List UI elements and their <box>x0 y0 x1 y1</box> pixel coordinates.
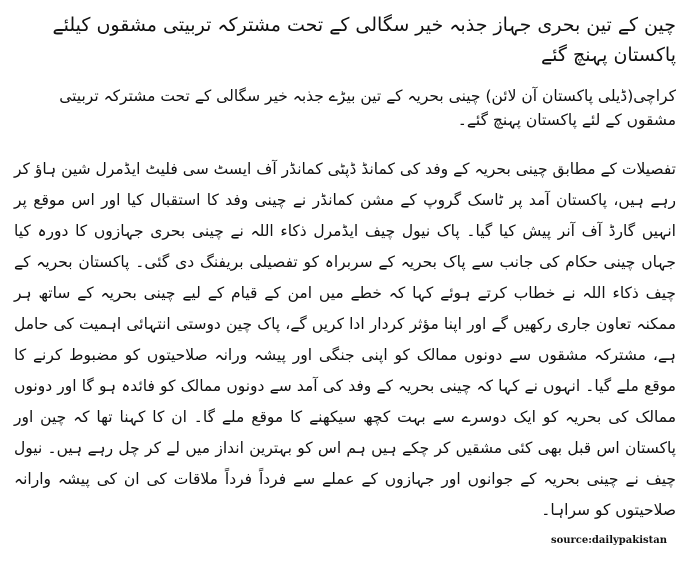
article-body: تفصیلات کے مطابق چینی بحریہ کے وفد کی کمانڈ ڈپٹی کمانڈر آف ایسٹ سی فلیٹ ایڈمرل شین ہاؤ کر رہے ہیں، پاکستان آمد پر ٹاسک گروپ کے مشن کمانڈر نے چینی وفد کا استقبال کیا اور اس موقع پر انہیں گارڈ آف آنر پیش کیا گیا۔ پاک نیول چیف ایڈمرل ذکاء اللہ نے چینی بحری جہازوں کا دورہ کیا جہاں چینی حکام کی جانب سے پاک بحریہ کے سربراہ کو تفصیلی بریفنگ دی گئی۔ پاکستان بحریہ کے چیف ذکاء اللہ نے خطاب کرتے ہوئے کہا کہ خطے میں امن کے قیام کے لیے چینی بحریہ کے ساتھ ہر ممکنہ تعاون جاری رکھیں گے اور اپنا مؤثر کردار ادا کریں گے، پاک چین دوستی انتہائی اہمیت کی حامل ہے، مشترکہ مشقوں سے دونوں ممالک کو اپنی جنگی اور پیشہ ورانہ صلاحیتوں کو مضبوط کرنے کا موقع ملے گیا۔ انہوں نے کہا کہ چینی بحریہ کے وفد کی آمد سے دونوں ممالک کو فائدہ ہو گا اور دونوں ممالک کی بحریہ کو ایک دوسرے سے بہت کچھ سیکھنے کا موقع ملے گا۔ ان کا کہنا تھا کہ چین اور پاکستان اس قبل بھی کئی مشقیں کر چکے ہیں ہم اس کو بہترین انداز میں لے کر چل رہے ہیں۔ نیول چیف نے چینی بحریہ کے جوانوں اور جہازوں کے عملے سے فرداً فرداً ملاقات کی ان کی پیشہ وارانہ صلاحیتوں کو سراہا۔ <box>14 160 676 519</box>
news-article <box>14 10 676 526</box>
source-credit: source:dailypakistan <box>550 535 667 546</box>
article-lead: کراچی(ڈیلی پاکستان آن لائن) چینی بحریہ کے تین بیڑے جذبہ خیر سگالی کے تحت مشترکہ تربیتی مشقوں کے لئے پاکستان پہنچ گئے۔ <box>59 87 676 129</box>
article-headline: چین کے تین بحری جہاز جذبہ خیر سگالی کے تحت مشترکہ تربیتی مشقوں کیلئے پاکستان پہنچ گئے <box>52 14 676 66</box>
